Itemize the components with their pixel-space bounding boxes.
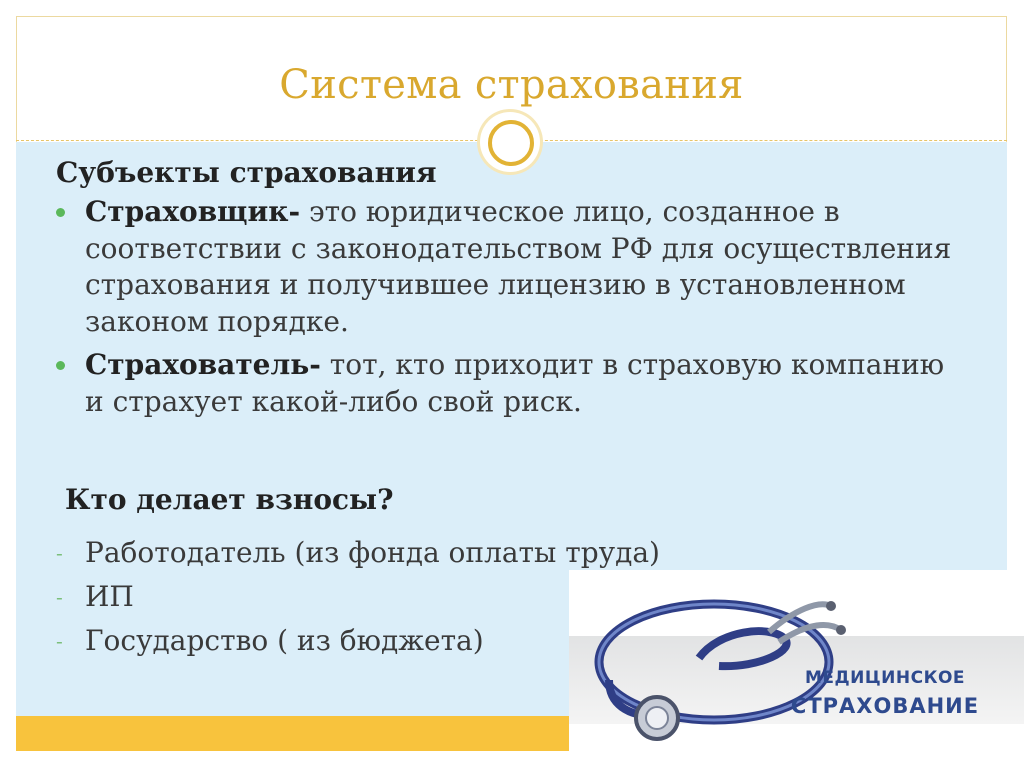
list-item-label: ИП	[85, 580, 134, 613]
caption-line-medical: МЕДИЦИНСКОЕ	[804, 668, 966, 688]
dash-marker: -	[56, 629, 63, 653]
term-insurer: Страховщик-	[85, 195, 301, 228]
bullet-dot-icon	[56, 361, 65, 370]
bullet-dot-icon	[56, 208, 65, 217]
bullet-item-insurer	[56, 194, 956, 340]
slide-content	[56, 156, 956, 657]
definition-policyholder: тот, кто приходит в страховую компанию и страхует какой-либо свой риск.	[85, 348, 945, 418]
dash-marker: -	[56, 541, 63, 565]
dash-marker: -	[56, 585, 63, 609]
subjects-heading: Субъекты страхования	[56, 156, 437, 189]
list-item-label: Работодатель (из фонда оплаты труда)	[85, 536, 660, 569]
term-policyholder: Страхователь-	[85, 348, 321, 381]
bullet-item-policyholder	[56, 347, 956, 420]
definition-insurer: это юридическое лицо, созданное в соответствии с законодательством РФ для осуществления страхования и получившее лицензию в установленном законом порядке.	[85, 195, 952, 338]
medical-insurance-image	[569, 570, 1024, 767]
image-caption	[769, 668, 1001, 718]
contributions-heading: Кто делает взносы?	[65, 483, 394, 516]
list-item	[56, 531, 660, 575]
caption-line-insurance: СТРАХОВАНИЕ	[790, 694, 980, 718]
slide-title: Система страхования	[279, 62, 744, 108]
list-item-label: Государство ( из бюджета)	[85, 624, 484, 657]
